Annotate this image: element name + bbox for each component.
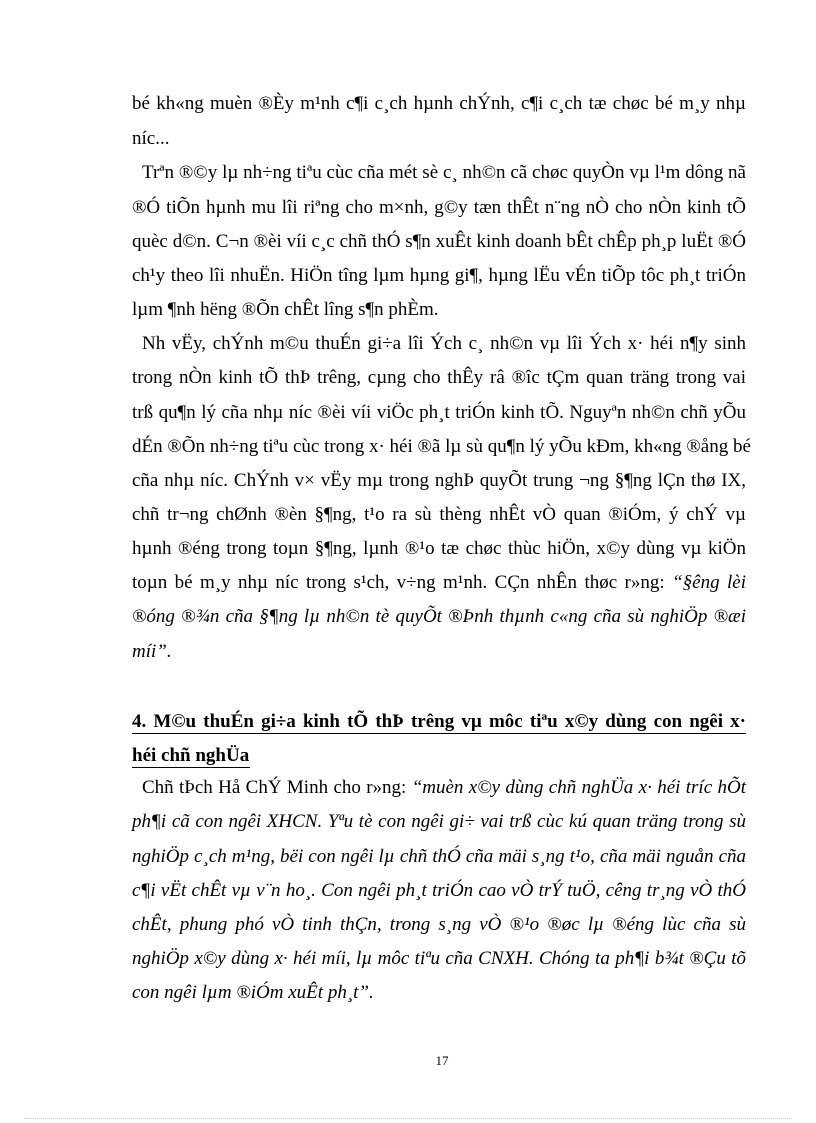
text-line: trong nÒn kinh tÕ thÞ trêng, cµng cho thÊy râ ®îc tÇm quan träng trong vai (132, 367, 746, 388)
text-line: ch¹y theo lîi nhuËn. HiÖn tîng lµm hµng gi¶, hµng lËu vÉn tiÕp tôc ph¸t triÓn (132, 265, 746, 286)
text-line: Trªn ®©y lµ nh÷ng tiªu cùc cña mét sè c¸ nh©n cã chøc quyÒn vµ l¹m dông nã (142, 162, 746, 183)
quote-run: “§êng lèi (672, 572, 746, 593)
quote-line: nghiÖp c¸ch m¹ng, bëi con ngêi lµ chñ thÓ cña mäi s¸ng t¹o, cña mäi nguån cña (132, 846, 746, 867)
page-bottom-rule (24, 1118, 792, 1119)
text-line: dÉn ®Õn nh÷ng tiªu cùc trong x· héi ®ã lµ sù qu¶n lý yÕu kÐm, kh«ng ®ång bé (132, 436, 751, 457)
text-line: ®Ó tiÕn hµnh mu lîi riªng cho m×nh, g©y tæn thÊt n¨ng nÒ cho nÒn kinh tÕ (132, 197, 746, 218)
quote-line: c¶i vËt chÊt vµ v¨n ho¸. Con ngêi ph¸t triÓn cao vÒ trÝ tuÖ, cêng tr¸ng vÒ thÓ (132, 880, 746, 901)
text-line: cña nhµ níc. ChÝnh v× vËy mµ trong nghÞ quyÕt trung ¬ng §¶ng lÇn thø IX, (132, 470, 746, 491)
text-line: trß qu¶n lý cña nhµ níc ®èi víi viÖc ph¸t triÓn kinh tÕ. Nguyªn nh©n chñ yÕu (132, 402, 746, 423)
text-line: chñ tr¬ng chØnh ®èn §¶ng, t¹o ra sù thèng nhÊt vÒ quan ®iÓm, ý chÝ vµ (132, 504, 746, 525)
text-line: bé kh«ng muèn ®Èy m¹nh c¶i c¸ch hµnh chÝnh, c¶i c¸ch tæ chøc bé m¸y nhµ (132, 93, 746, 114)
quote-line: ®óng ®¾n cña §¶ng lµ nh©n tè quyÕt ®Þnh thµnh c«ng cña sù nghiÖp ®æi (132, 606, 746, 627)
text-run: toµn bé m¸y nhµ níc trong s¹ch, v÷ng m¹nh. CÇn nhÊn thøc r»ng: (132, 572, 665, 593)
heading-underline (132, 733, 746, 734)
section-heading: 4. M©u thuÉn gi÷a kinh tÕ thÞ trêng vµ môc tiªu x©y dùng con ngêi x· (132, 711, 746, 732)
quote-line: nghiÖp x©y dùng x· héi míi, lµ môc tiªu cña CNXH. Chóng ta ph¶i b¾t ®Çu tõ (132, 948, 746, 969)
text-line: hµnh ®éng trong toµn §¶ng, lµnh ®¹o tæ chøc thùc hiÖn, x©y dùng vµ kiÖn (132, 538, 746, 559)
section-heading: héi chñ nghÜa (132, 745, 250, 766)
quote-line: chÊt, phung phó vÒ tinh thÇn, trong s¸ng vÒ ®¹o ®øc lµ ®éng lùc cña sù (132, 914, 746, 935)
text-line (132, 571, 746, 595)
page-number: 17 (435, 1053, 449, 1068)
quote-line: con ngêi lµm ®iÓm xuÊt ph¸t”. (132, 982, 374, 1003)
text-line: quèc d©n. C¬n ®èi víi c¸c chñ thÓ s¶n xuÊt kinh doanh bÊt chÊp ph¸p luËt ®Ó (132, 231, 746, 252)
heading-underline (132, 767, 250, 768)
quote-run: “muèn x©y dùng chñ nghÜa x· héi tríc hÕt (411, 777, 746, 798)
quote-line: míi”. (132, 641, 172, 662)
text-line: Nh vËy, chÝnh m©u thuÉn gi÷a lîi Ých c¸ nh©n vµ lîi Ých x· héi n¶y sinh (142, 333, 746, 354)
text-run: Chñ tÞch Hå ChÝ Minh cho r»ng: (142, 777, 407, 798)
quote-line: ph¶i cã con ngêi XHCN. Yªu tè con ngêi gi÷ vai trß cùc kú quan träng trong sù (132, 811, 746, 832)
text-line: lµm ¶nh hëng ®Õn chÊt lîng s¶n phÈm. (132, 299, 439, 320)
text-line: níc... (132, 128, 170, 149)
text-line (142, 776, 746, 800)
